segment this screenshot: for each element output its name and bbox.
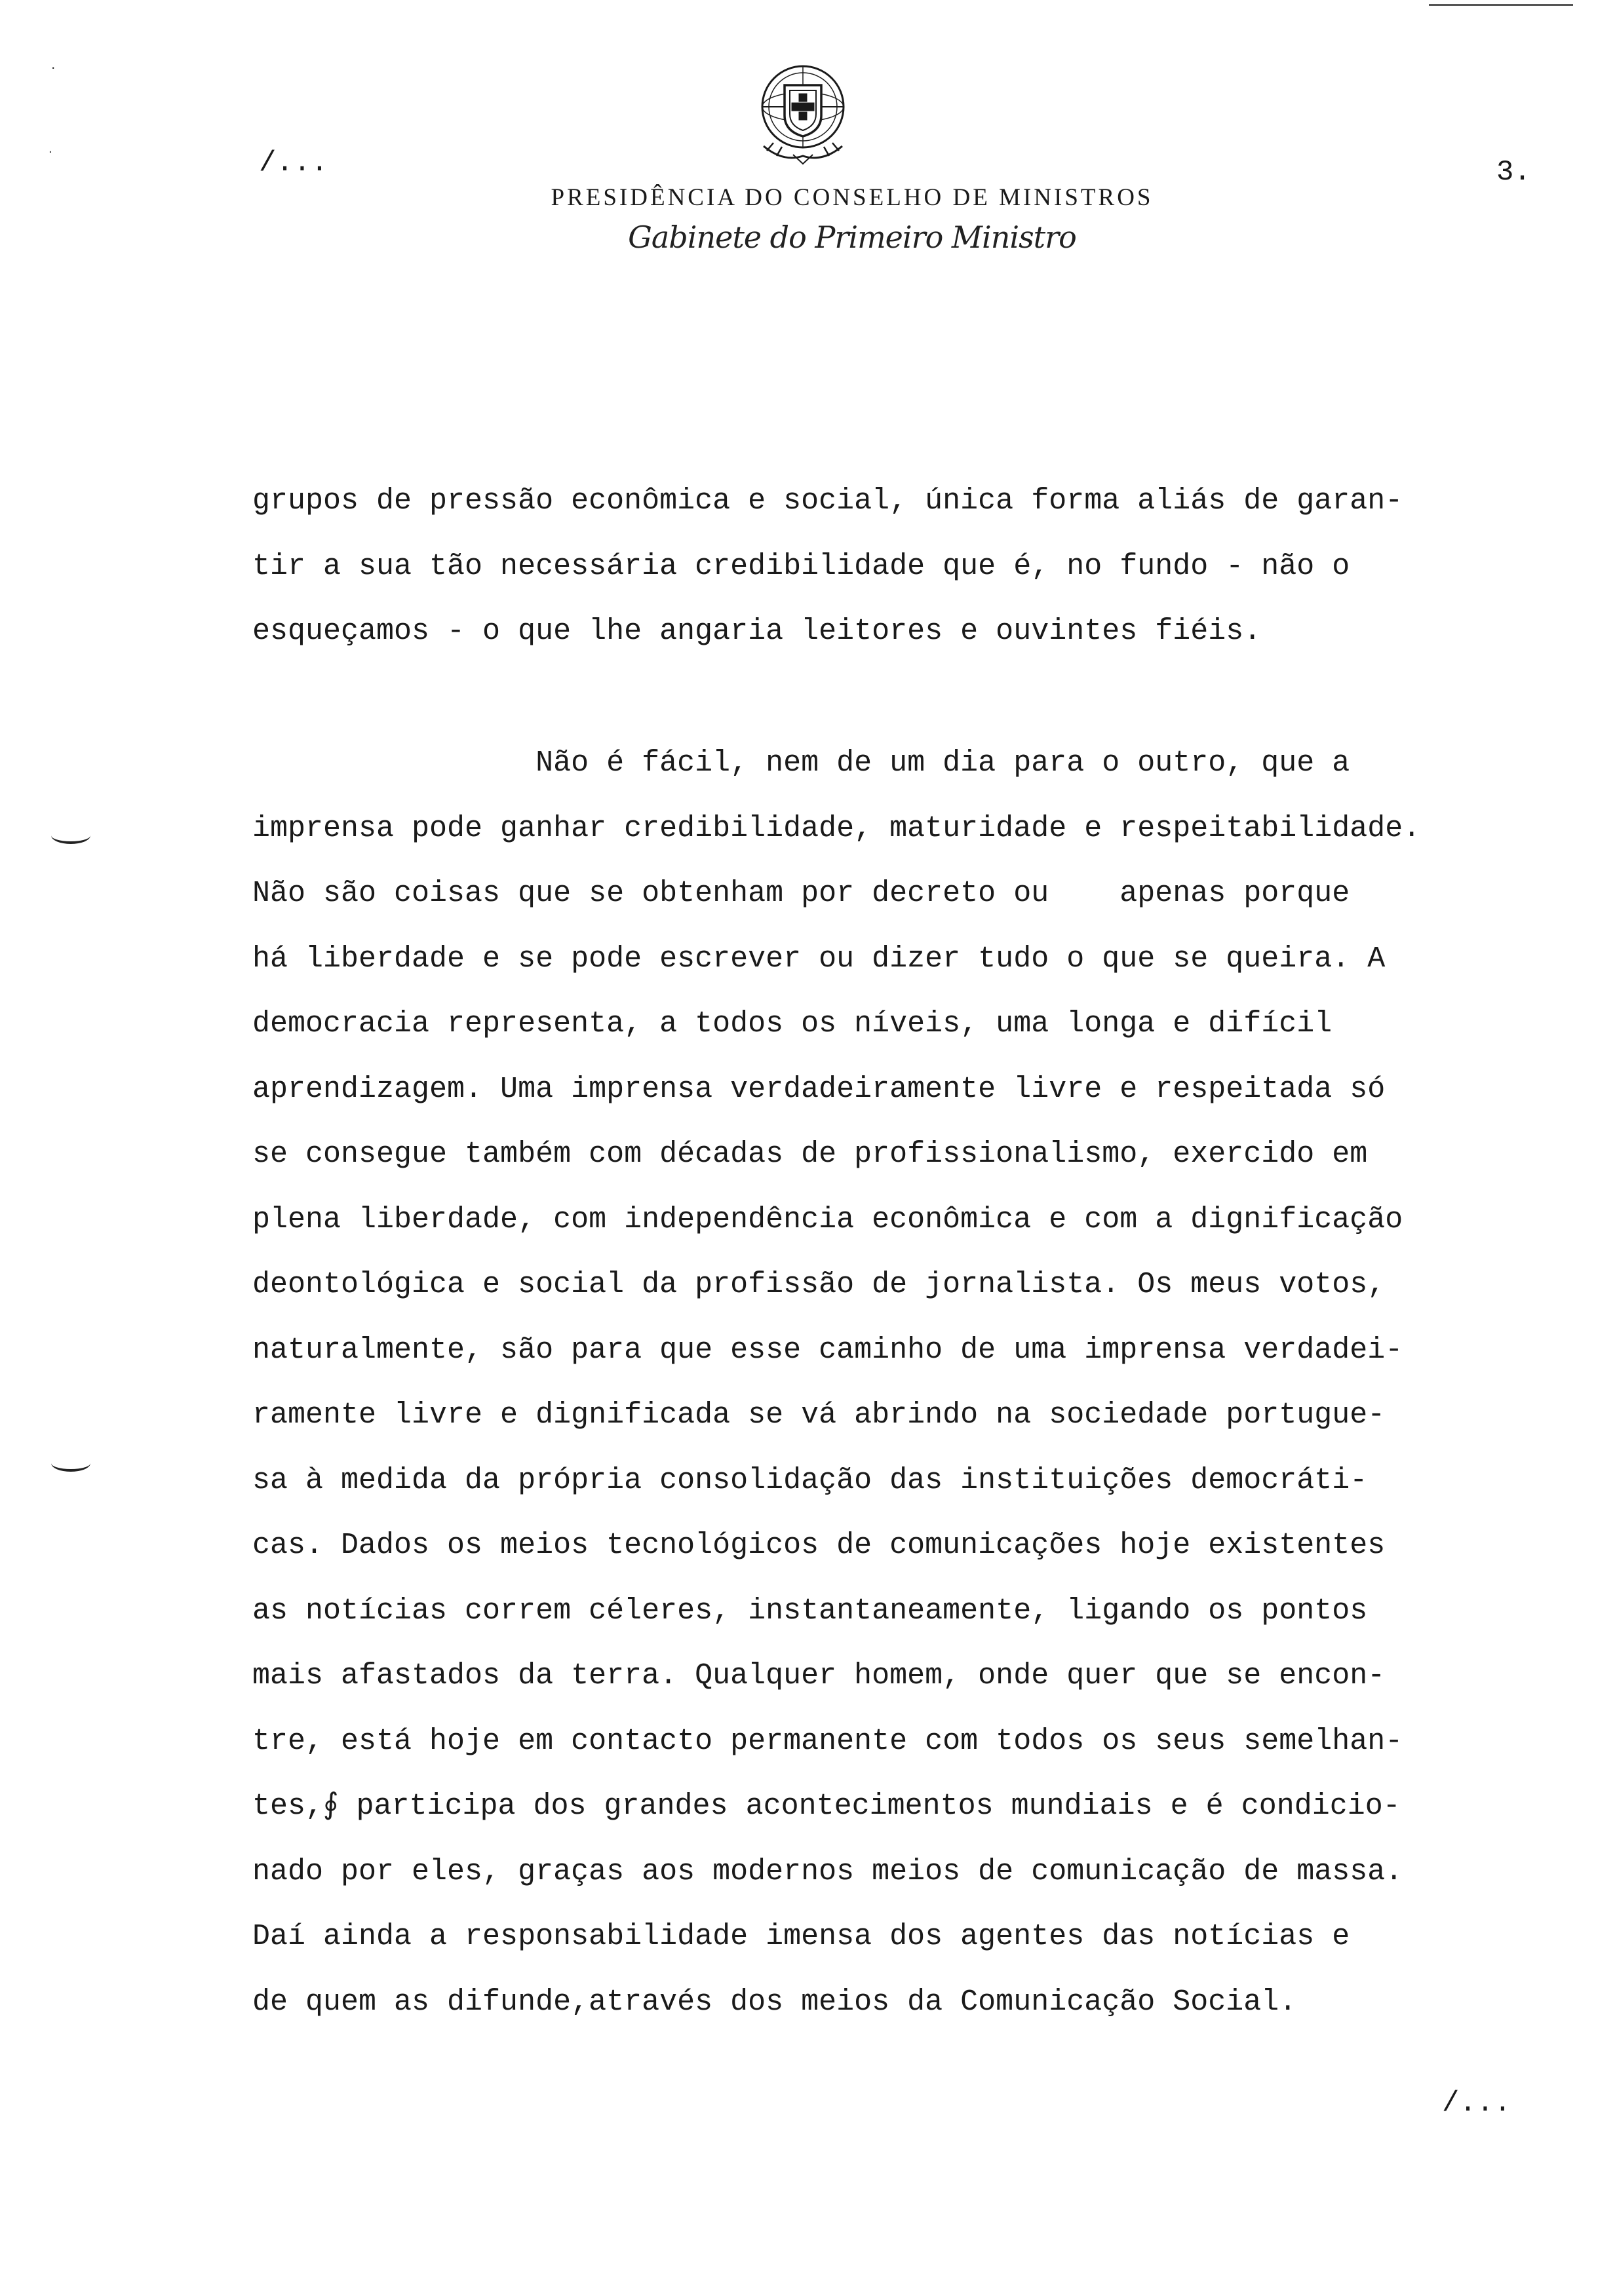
- text-line: esqueçamos - o que lhe angaria leitores e ouvintes fiéis.: [252, 615, 1262, 648]
- portuguese-coat-of-arms-icon: [737, 51, 868, 169]
- punch-hole-mark: [51, 827, 90, 844]
- continuation-mark-top: /...: [259, 147, 328, 180]
- text-line: se consegue também com décadas de profissionalismo, exercido em: [252, 1138, 1368, 1171]
- continuation-mark-bottom: /...: [1442, 2087, 1511, 2120]
- text-line: tir a sua tão necessária credibilidade que é, no fundo - não o: [252, 549, 1350, 583]
- text-line: imprensa pode ganhar credibilidade, maturidade e respeitabilidade.: [252, 811, 1421, 845]
- text-line: grupos de pressão econômica e social, única forma aliás de garan-: [252, 484, 1403, 518]
- text-line: mais afastados da terra. Qualquer homem, onde quer que se encon-: [252, 1659, 1386, 1693]
- text-line: ramente livre e dignificada se vá abrindo na sociedade portugue-: [252, 1398, 1386, 1432]
- margin-speck: ·: [49, 145, 52, 159]
- text-line: Não é fácil, nem de um dia para o outro, que a: [252, 746, 1350, 780]
- punch-hole-mark: [51, 1455, 90, 1472]
- text-line: há liberdade e se pode escrever ou dizer tudo o que se queira. A: [252, 942, 1386, 976]
- text-line: cas. Dados os meios tecnológicos de comunicações hoje existentes: [252, 1529, 1386, 1562]
- text-line: Daí ainda a responsabilidade imensa dos agentes das notícias e: [252, 1920, 1350, 1953]
- header-title: PRESIDÊNCIA DO CONSELHO DE MINISTROS: [551, 184, 1154, 211]
- header-subtitle: Gabinete do Primeiro Ministro: [628, 220, 1076, 255]
- text-line: deontológica e social da profissão de jornalista. Os meus votos,: [252, 1268, 1386, 1301]
- text-line: as notícias correm céleres, instantaneamente, ligando os pontos: [252, 1594, 1368, 1628]
- margin-speck: ·: [51, 60, 56, 76]
- text-line: naturalmente, são para que esse caminho de uma imprensa verdadei-: [252, 1333, 1403, 1367]
- page-number: 3.: [1496, 156, 1531, 189]
- text-line: nado por eles, graças aos modernos meios de comunicação de massa.: [252, 1854, 1403, 1888]
- scan-edge-line: [1429, 4, 1573, 6]
- text-line: sa à medida da própria consolidação das instituições democráti-: [252, 1463, 1368, 1497]
- text-line: tes,∮ participa dos grandes acontecimentos mundiais e é condicio-: [252, 1789, 1401, 1823]
- paragraph-1: [252, 469, 1557, 664]
- text-line: plena liberdade, com independência econômica e com a dignificação: [252, 1202, 1403, 1236]
- paragraph-2: [252, 731, 1557, 2035]
- text-line: aprendizagem. Uma imprensa verdadeiramente livre e respeitada só: [252, 1072, 1386, 1106]
- text-line: tre, está hoje em contacto permanente com todos os seus semelhan-: [252, 1724, 1403, 1758]
- text-line: democracia representa, a todos os níveis, uma longa e difícil: [252, 1007, 1333, 1041]
- text-line: de quem as difunde,através dos meios da Comunicação Social.: [252, 1985, 1297, 2019]
- text-line: Não são coisas que se obtenham por decreto ou apenas porque: [252, 877, 1350, 910]
